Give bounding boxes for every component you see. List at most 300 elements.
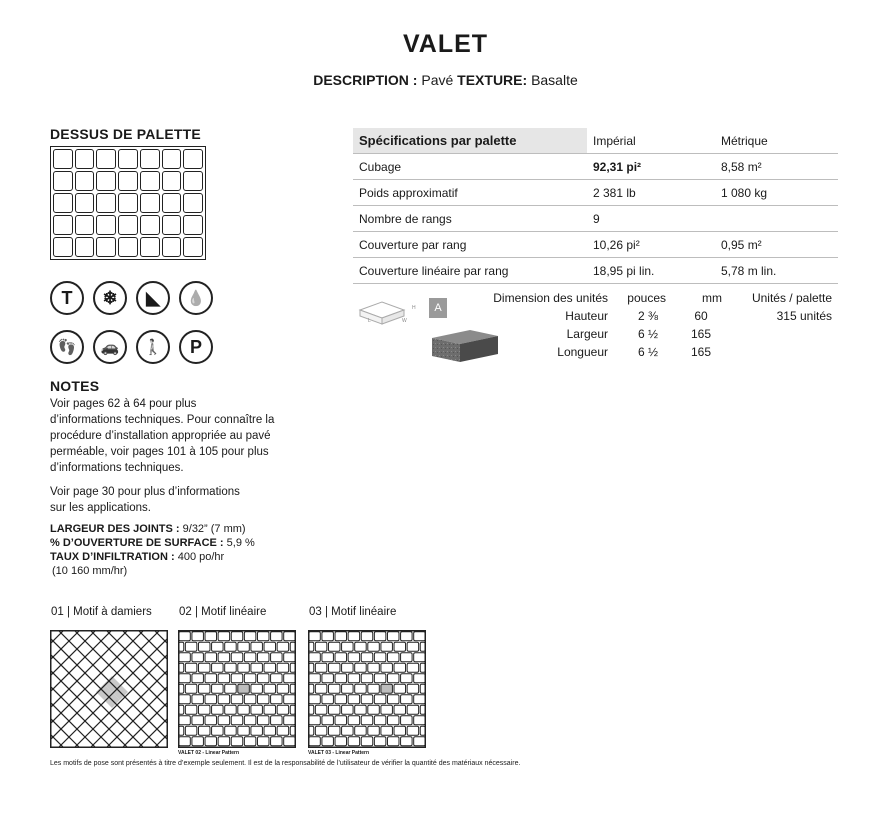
paver-unit (387, 716, 399, 725)
paver-unit (179, 705, 184, 714)
dim-header: Dimension des unités (493, 291, 608, 305)
pallet-unit (75, 237, 95, 257)
paver-unit (218, 716, 230, 725)
spec-imperial: 9 (587, 206, 715, 232)
infiltration-value: 400 po/hr (177, 551, 225, 563)
paver-unit (401, 632, 413, 641)
paver-unit (205, 653, 217, 662)
inches-header: pouces (627, 291, 666, 305)
paver-unit (179, 684, 184, 693)
paver-unit (290, 726, 295, 735)
spec-label: Couverture par rang (353, 232, 587, 258)
pallet-unit (96, 215, 116, 235)
paver-unit (335, 695, 347, 704)
paver-unit (342, 705, 354, 714)
paver-unit (244, 695, 256, 704)
spec-imperial: 18,95 pi lin. (587, 258, 715, 284)
mm-header: mm (702, 291, 722, 305)
paver-unit (374, 716, 386, 725)
pallet-unit (75, 193, 95, 213)
paver-unit (284, 653, 296, 662)
paver-unit (277, 684, 289, 693)
paver-unit (414, 653, 426, 662)
paver-unit (335, 737, 347, 746)
paver-unit (387, 737, 399, 746)
dimension-mm: 165 (690, 327, 712, 341)
spec-metric: 0,95 m² (715, 232, 838, 258)
paver-unit (238, 726, 250, 735)
paver-unit (315, 663, 327, 672)
paver-unit (407, 663, 419, 672)
paver-unit (348, 674, 360, 683)
spec-label: Cubage (353, 154, 587, 180)
dimension-table (480, 289, 840, 361)
paver-unit (355, 726, 367, 735)
notes-line: sur les applications. (50, 502, 151, 514)
paver-unit (257, 653, 269, 662)
paver-unit (218, 737, 230, 746)
paver-unit (244, 674, 256, 683)
pallet-unit (162, 237, 182, 257)
infiltration-label: TAUX D’INFILTRATION : (50, 551, 175, 563)
paver-unit (251, 663, 263, 672)
paver-unit (251, 726, 263, 735)
dimension-row (480, 343, 840, 361)
paver-unit (361, 653, 373, 662)
pallet-unit (96, 149, 116, 169)
paver-unit (179, 737, 191, 746)
paver-unit (271, 674, 283, 683)
infiltration-value-metric: (10 160 mm/hr) (52, 565, 128, 577)
notes-line: perméable, voir pages 101 à 105 pour plus (50, 446, 269, 458)
paver-unit (218, 653, 230, 662)
paver-unit (225, 705, 237, 714)
dimension-row (480, 307, 840, 325)
paver-unit (192, 674, 204, 683)
paver-unit (322, 674, 334, 683)
paver-unit (387, 632, 399, 641)
pallet-unit (183, 149, 203, 169)
paver-unit (368, 663, 380, 672)
paver-unit (264, 642, 276, 651)
dimension-mm: 60 (694, 309, 708, 323)
paver-unit (251, 684, 263, 693)
texture-value: Basalte (531, 72, 578, 88)
paver-unit (192, 737, 204, 746)
paver-unit (335, 674, 347, 683)
pallet-unit (75, 215, 95, 235)
imperial-header: Impérial (587, 128, 715, 154)
dimension-label: Largeur (566, 327, 608, 341)
pallet-unit (183, 171, 203, 191)
paver-unit (407, 642, 419, 651)
specs-header-row (353, 128, 838, 154)
paver-unit (328, 705, 340, 714)
paver-unit (387, 695, 399, 704)
pallet-unit (183, 215, 203, 235)
paver-unit (185, 684, 197, 693)
footprints-icon: 👣 (50, 330, 84, 364)
description-line (0, 72, 891, 88)
paver-unit (342, 726, 354, 735)
paver-unit (231, 695, 243, 704)
paver-unit (271, 716, 283, 725)
paver-unit (414, 674, 426, 683)
paver-unit (342, 642, 354, 651)
paver-unit (284, 674, 296, 683)
dimension-label: Hauteur (565, 309, 608, 323)
spec-label: Poids approximatif (353, 180, 587, 206)
paver-unit (290, 705, 295, 714)
paver-unit (231, 737, 243, 746)
paver-unit (387, 674, 399, 683)
paver-unit (257, 737, 269, 746)
texture-label: TEXTURE: (457, 72, 528, 88)
unit-badge: A (429, 298, 447, 318)
spec-row (353, 232, 838, 258)
paver-unit (355, 705, 367, 714)
pallet-unit (53, 193, 73, 213)
paver-unit (374, 674, 386, 683)
paver-unit (271, 653, 283, 662)
paver-unit (198, 663, 210, 672)
paver-unit (271, 695, 283, 704)
paver-unit (244, 653, 256, 662)
paver-unit (414, 737, 426, 746)
specs-header: Spécifications par palette (353, 128, 587, 154)
product-title: VALET (402, 30, 489, 58)
paver-unit (192, 653, 204, 662)
dimension-label: Longueur (557, 345, 608, 359)
paver-unit (257, 674, 269, 683)
paver-unit (277, 663, 289, 672)
paver-unit (231, 674, 243, 683)
paver-unit (348, 695, 360, 704)
paver-unit (315, 726, 327, 735)
paver-unit (192, 695, 204, 704)
paver-unit (342, 684, 354, 693)
paver-unit (257, 695, 269, 704)
units-per-pallet-header: Unités / palette (751, 291, 832, 305)
paver-unit (387, 653, 399, 662)
paver-unit (225, 642, 237, 651)
paver-unit (264, 726, 276, 735)
paver-unit (277, 726, 289, 735)
paver-unit (251, 642, 263, 651)
pallet-unit (140, 193, 160, 213)
usage-icons (50, 281, 220, 364)
pallet-unit (140, 215, 160, 235)
spec-imperial: 10,26 pi² (587, 232, 715, 258)
paver-unit (368, 642, 380, 651)
paver-unit (244, 737, 256, 746)
linear-pattern-2 (178, 630, 296, 748)
paver-unit (205, 695, 217, 704)
paver-unit (368, 705, 380, 714)
pallet-top-heading: DESSUS DE PALETTE (50, 126, 201, 142)
paver-unit (315, 705, 327, 714)
pallet-unit (183, 237, 203, 257)
paver-unit (374, 653, 386, 662)
pallet-unit (162, 149, 182, 169)
paver-unit (309, 642, 314, 651)
paver-unit (238, 684, 250, 693)
specs-table (353, 128, 838, 284)
paver-unit (198, 684, 210, 693)
paver-unit (185, 726, 197, 735)
paver-unit (401, 737, 413, 746)
spec-metric: 8,58 m² (715, 154, 838, 180)
paver-unit (212, 726, 224, 735)
paver-unit (361, 674, 373, 683)
snow-plow-icon: ◣ (136, 281, 170, 315)
paver-unit (198, 726, 210, 735)
paver-unit (271, 632, 283, 641)
paver-unit (257, 716, 269, 725)
notes-heading: NOTES (50, 378, 100, 394)
paver-unit (198, 642, 210, 651)
pallet-unit (118, 171, 138, 191)
pallet-unit (140, 237, 160, 257)
paver-unit (309, 737, 321, 746)
paver-unit (185, 642, 197, 651)
checkerboard-pattern (50, 630, 168, 748)
paver-unit (394, 684, 406, 693)
paver-unit (361, 695, 373, 704)
opening-value: 5,9 % (226, 537, 255, 549)
paver-unit (335, 716, 347, 725)
pallet-unit (118, 215, 138, 235)
paver-unit (205, 632, 217, 641)
opening-label: % D’OUVERTURE DE SURFACE : (50, 537, 224, 549)
paver-unit (342, 663, 354, 672)
paver-unit (284, 632, 296, 641)
paver-unit (374, 632, 386, 641)
paver-unit (414, 716, 426, 725)
paver-unit (322, 737, 334, 746)
dimension-inches: 6 ½ (637, 327, 658, 341)
paver-unit (179, 695, 191, 704)
paver-unit (231, 716, 243, 725)
spec-row (353, 206, 838, 232)
snowflake-icon: ❄ (93, 281, 127, 315)
paver-unit (231, 632, 243, 641)
width-label: W (402, 318, 407, 324)
paver-unit (198, 705, 210, 714)
paver-unit (179, 663, 184, 672)
pallet-unit (53, 171, 73, 191)
paver-unit (205, 737, 217, 746)
joint-label: LARGEUR DES JOINTS : (50, 523, 180, 535)
paver-unit (309, 726, 314, 735)
pallet-unit (162, 193, 182, 213)
paver-unit (192, 716, 204, 725)
spec-imperial: 92,31 pi² (587, 154, 715, 180)
pallet-unit (118, 149, 138, 169)
paver-unit (381, 705, 393, 714)
paver-unit (361, 737, 373, 746)
paver-unit (420, 663, 425, 672)
paver-unit (271, 737, 283, 746)
paver-unit (212, 663, 224, 672)
unit-dimension-diagram (356, 296, 416, 332)
paver-unit (212, 642, 224, 651)
pattern-caption-2: 02 | Motif linéaire (179, 606, 267, 618)
paver-unit (407, 705, 419, 714)
car-icon: 🚗 (93, 330, 127, 364)
paver-unit (238, 663, 250, 672)
dimension-inches: 2 ⅜ (637, 309, 658, 323)
pattern-sub-3: VALET 03 - Linear Pattern (308, 750, 370, 756)
paver-unit (225, 684, 237, 693)
spec-imperial: 2 381 lb (587, 180, 715, 206)
paver-unit (218, 632, 230, 641)
paver-unit (218, 674, 230, 683)
paver-unit (284, 737, 296, 746)
paver-unit (355, 684, 367, 693)
paver-unit (264, 663, 276, 672)
dimension-units: 315 unités (776, 309, 832, 323)
paver-unit (205, 716, 217, 725)
joint-value: 9/32” (7 mm) (182, 523, 246, 535)
spec-row (353, 154, 838, 180)
paver-unit (335, 632, 347, 641)
notes-line: d’informations techniques. Pour connaître la (50, 414, 275, 426)
paver-unit (381, 642, 393, 651)
paver-unit (401, 716, 413, 725)
linear-pattern-3 (308, 630, 426, 748)
pallet-unit (75, 149, 95, 169)
paver-unit (407, 684, 419, 693)
paver-unit (420, 642, 425, 651)
paver-unit (420, 726, 425, 735)
paver-unit (322, 695, 334, 704)
paver-unit (368, 684, 380, 693)
paver-unit (277, 705, 289, 714)
paver-unit (394, 663, 406, 672)
notes-para1 (50, 396, 300, 476)
paver-unit (290, 684, 295, 693)
paver-unit (315, 642, 327, 651)
notes-line: procédure d’installation appropriée au pavé (50, 430, 271, 442)
paver-unit (348, 632, 360, 641)
paver-unit (420, 705, 425, 714)
paver-unit (179, 642, 184, 651)
paver-unit (381, 663, 393, 672)
paver-unit (420, 684, 425, 693)
pallet-unit (140, 171, 160, 191)
paver-unit (407, 726, 419, 735)
length-label: L (368, 318, 371, 324)
paver-unit (368, 726, 380, 735)
height-label: H (412, 305, 416, 311)
paver-unit (257, 632, 269, 641)
paver-unit (225, 663, 237, 672)
description-value: Pavé (421, 72, 454, 88)
paver-unit (185, 663, 197, 672)
pallet-unit (96, 171, 116, 191)
paver-unit (328, 642, 340, 651)
paver-unit (309, 663, 314, 672)
paver-unit (277, 642, 289, 651)
paver-unit (322, 653, 334, 662)
paver-unit (374, 737, 386, 746)
paver-unit (309, 653, 321, 662)
paver-unit (335, 653, 347, 662)
paver-unit (309, 716, 321, 725)
paver-unit (309, 705, 314, 714)
parking-icon: P (179, 330, 213, 364)
paver-unit (290, 663, 295, 672)
paver-unit (322, 632, 334, 641)
paver-unit (309, 695, 321, 704)
spec-label: Nombre de rangs (353, 206, 587, 232)
pallet-unit (140, 149, 160, 169)
pallet-unit (53, 215, 73, 235)
paver-unit (401, 695, 413, 704)
footnote: Les motifs de pose sont présentés à titre d’exemple seulement. Il est de la responsabilité de l’utilisateur de vérifier la quantité des matériaux nécessaire. (50, 760, 521, 767)
pallet-unit (53, 237, 73, 257)
pattern-caption-1: 01 | Motif à damiers (51, 606, 152, 618)
paver-unit (238, 705, 250, 714)
paver-unit (244, 716, 256, 725)
spec-row (353, 258, 838, 284)
paver-unit (374, 695, 386, 704)
paver-unit (212, 705, 224, 714)
paver-unit (361, 632, 373, 641)
paver-unit (205, 674, 217, 683)
dimension-row (480, 325, 840, 343)
spec-metric: 5,78 m lin. (715, 258, 838, 284)
paver-unit (179, 716, 191, 725)
paver-unit (179, 726, 184, 735)
spec-row (353, 180, 838, 206)
paver-unit (394, 705, 406, 714)
notes-line: d’informations techniques. (50, 462, 184, 474)
paver-unit (394, 726, 406, 735)
paver-unit (348, 653, 360, 662)
notes-para2 (50, 484, 300, 516)
pallet-unit (96, 193, 116, 213)
paver-unit (309, 684, 314, 693)
paver-unit (290, 642, 295, 651)
paver-unit (238, 642, 250, 651)
paver-unit (251, 705, 263, 714)
dimension-inches: 6 ½ (637, 345, 658, 359)
paver-unit (218, 695, 230, 704)
paver-unit (315, 684, 327, 693)
pallet-unit (96, 237, 116, 257)
paver-unit (348, 737, 360, 746)
pallet-unit (183, 193, 203, 213)
pedestrians-icon: 🚶 (136, 330, 170, 364)
t-icon: T (50, 281, 84, 315)
spec-metric (715, 206, 838, 232)
paver-unit (264, 684, 276, 693)
paver-unit (179, 674, 191, 683)
paver-unit (328, 684, 340, 693)
pattern-caption-3: 03 | Motif linéaire (309, 606, 397, 618)
paver-unit (185, 705, 197, 714)
paver-unit (322, 716, 334, 725)
spec-metric: 1 080 kg (715, 180, 838, 206)
paver-unit (355, 642, 367, 651)
paver-unit (355, 663, 367, 672)
spec-label: Couverture linéaire par rang (353, 258, 587, 284)
notes-line: Voir page 30 pour plus d’informations (50, 486, 240, 498)
paver-unit (328, 726, 340, 735)
paver-unit (414, 632, 426, 641)
